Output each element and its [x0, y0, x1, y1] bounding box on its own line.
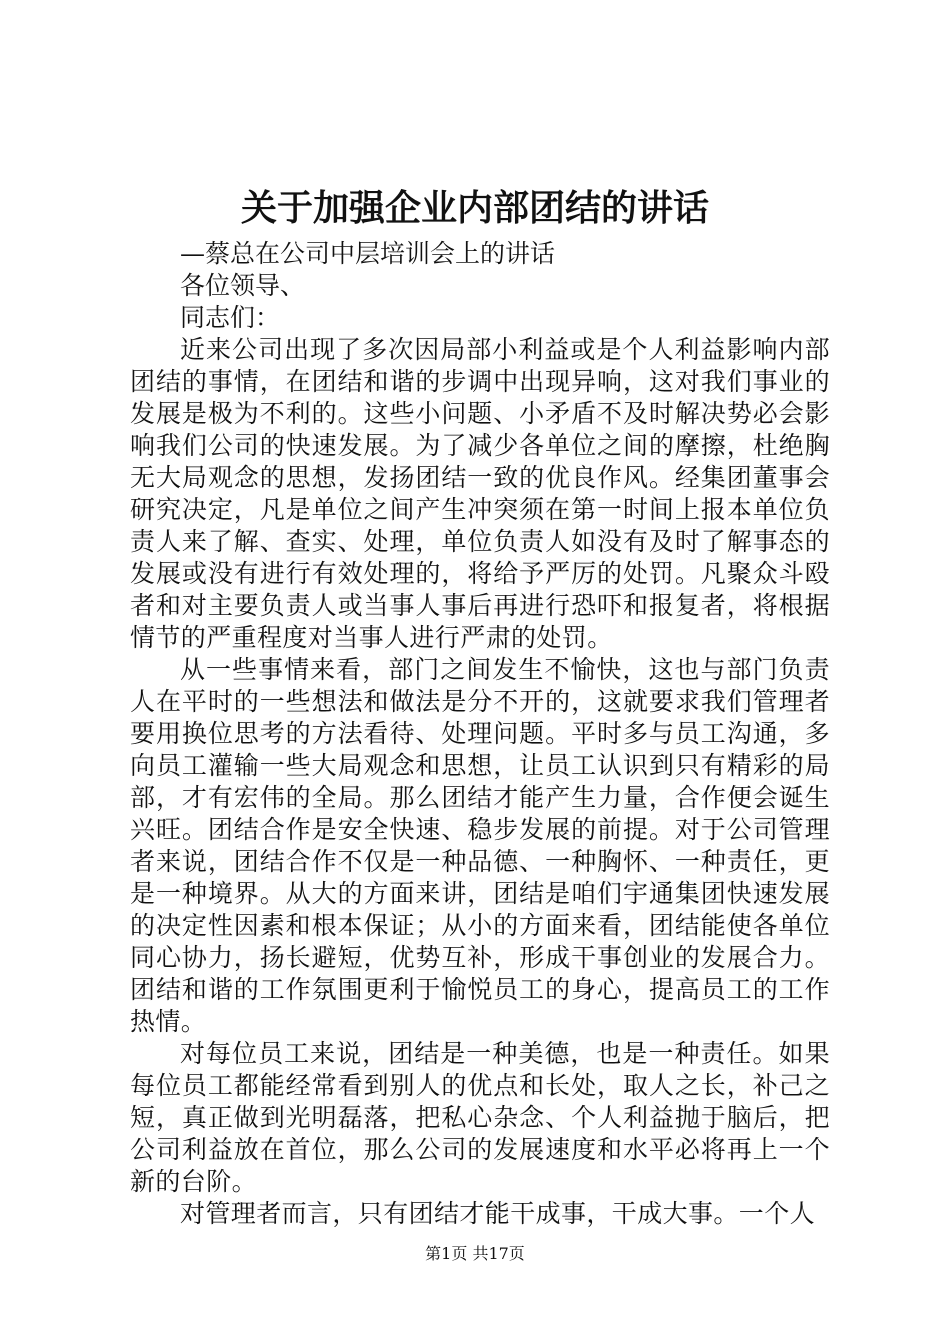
paragraph: 对管理者而言，只有团结才能干成事，干成大事。一个人: [180, 1199, 816, 1228]
document-subtitle: —蔡总在公司中层培训会上的讲话: [180, 239, 556, 268]
paragraph: 近来公司出现了多次因局部小利益或是个人利益影响内部团结的事情，在团结和谐的步调中出现异响，这对我们事业的发展是极为不利的。这些小问题、小矛盾不及时解决势必会影响我们公司的快速发展。为了减少各单位之间的摩擦，杜绝胸无大局观念的思想，发扬团结一致的优良作风。经集团董事会研究决定，凡是单位之间产生冲突须在第一时间上报本单位负责人来了解、查实、处理，单位负责人如没有及时了解事态的发展或没有进行有效处理的，将给予严厉的处罚。凡聚众斗殴者和对主要负责人或当事人事后再进行恐吓和报复者，将根据情节的严重程度对当事人进行严肃的处罚。: [130, 335, 830, 652]
salutation-leaders: 各位领导、: [180, 271, 306, 300]
page-number-footer: 第1页 共17页: [425, 1244, 525, 1263]
paragraph: 从一些事情来看，部门之间发生不愉快，这也与部门负责人在平时的一些想法和做法是分不开的，这就要求我们管理者要用换位思考的方法看待、处理问题。平时多与员工沟通，多向员工灌输一些大局观念和思想，让员工认识到只有精彩的局部，才有宏伟的全局。那么团结才能产生力量，合作便会诞生兴旺。团结合作是安全快速、稳步发展的前提。对于公司管理者来说，团结合作不仅是一种品德、一种胸怀、一种责任，更是一种境界。从大的方面来讲，团结是咱们宇通集团快速发展的决定性因素和根本保证；从小的方面来看，团结能使各单位同心协力，扬长避短，优势互补，形成干事创业的发展合力。团结和谐的工作氛围更利于愉悦员工的身心，提高员工的工作热情。: [130, 655, 830, 1036]
document-body: [130, 238, 830, 1230]
salutation-comrades: 同志们：: [180, 303, 281, 332]
document-title: 关于加强企业内部团结的讲话: [240, 188, 709, 229]
paragraph: 对每位员工来说，团结是一种美德，也是一种责任。如果每位员工都能经常看到别人的优点和长处，取人之长，补己之短，真正做到光明磊落，把私心杂念、个人利益抛于脑后，把公司利益放在首位，那么公司的发展速度和水平必将再上一个新的台阶。: [130, 1039, 830, 1196]
